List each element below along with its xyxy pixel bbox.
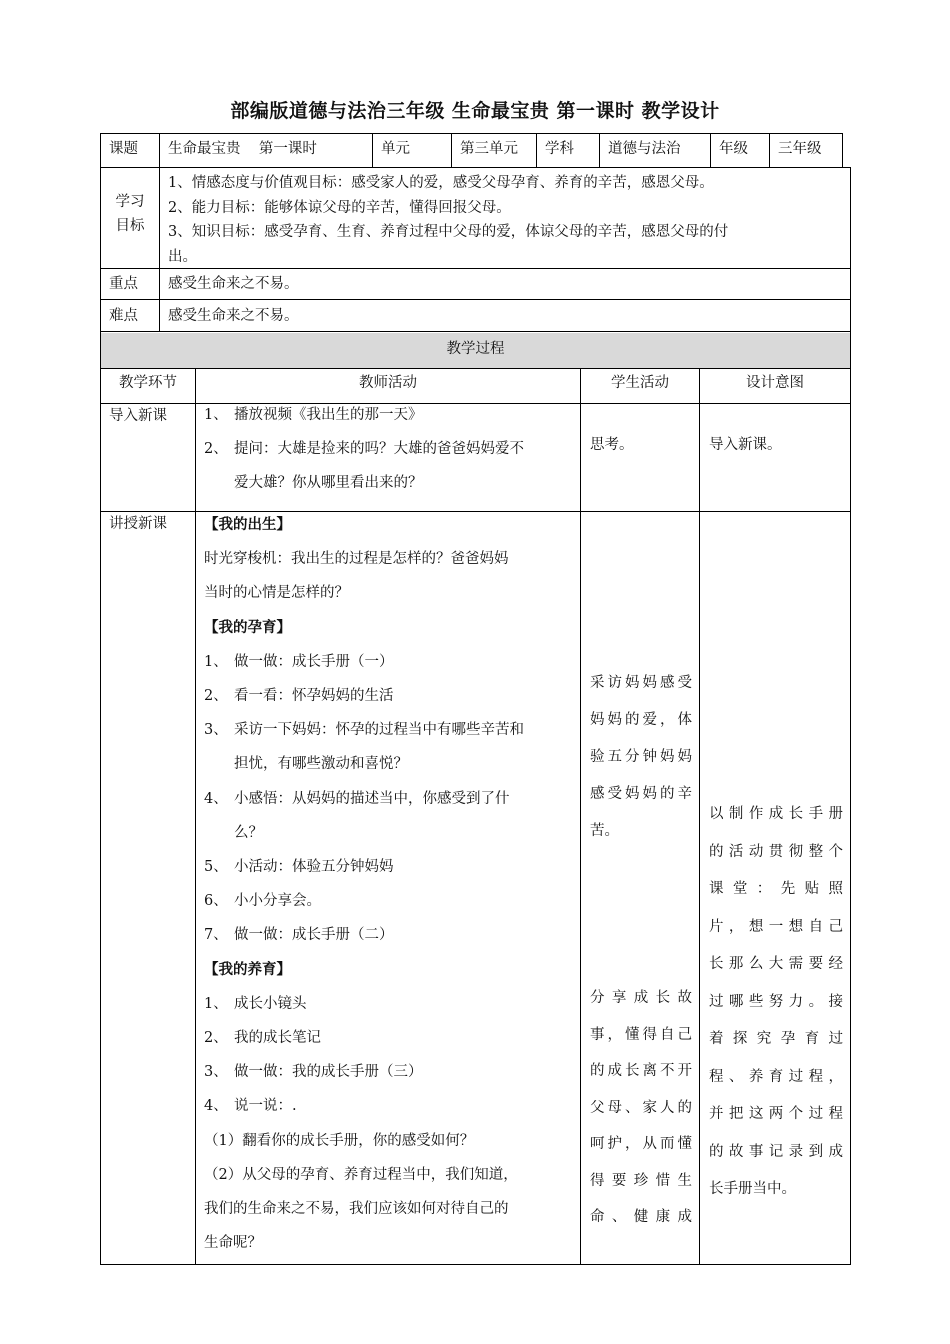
list-item: 3、 采访一下妈妈：怀孕的过程当中有哪些辛苦和 (204, 722, 524, 739)
grade-value: 三年级 (778, 141, 822, 157)
key-point-value: 感受生命来之不易。 (168, 276, 299, 292)
goal-line: 出。 (168, 248, 197, 265)
list-item: 6、 小小分享会。 (204, 893, 321, 910)
lecture-teacher: 【我的出生】 时光穿梭机：我出生的过程是怎样的？爸爸妈妈 当时的心情是怎样的？ 【我的孕育】 1、 做一做：成长手册（一） 2、 看一看：怀孕妈妈的生活 3、 采访一下妈妈：怀孕的过程当中有哪些辛苦和 担忧，有哪些激动和喜悦？ 4、 小感悟：从妈妈的描述当中，你感受到了什 么？ 5、 小活动：体验五分钟妈妈 6、 小小分享会。 7、 做一做：成长手册（二） 【我的养育】 1、 成长小镜头 2、 我的成长笔记 3、 做一做：我的成长手册（三） 4、 说一说：. （1）翻看你的成长手册，你的感受如何？ （2）从父母的孕育、养育过程当中，我们知道， 我们的生命来之不易，我们应该如何对待自己的 生命呢？ (204, 508, 574, 1260)
lecture-student-1: 采访妈妈感受 妈妈的爱，体 验五分钟妈妈 感受妈妈的辛 苦。 (590, 675, 692, 839)
section-heading: 【我的出生】 (204, 516, 291, 533)
list-item: 1、 做一做：成长手册（一） (204, 653, 394, 670)
list-item: 5、 小活动：体验五分钟妈妈 (204, 859, 394, 876)
topic-label: 课题 (109, 141, 138, 157)
list-item: 1、 成长小镜头 (204, 995, 307, 1012)
list-item: 2、 我的成长笔记 (204, 1030, 321, 1047)
goal-line: 3、知识目标：感受孕育、生育、养育过程中父母的爱，体谅父母的辛苦，感恩父母的付 (168, 224, 729, 240)
section-heading: 【我的孕育】 (204, 618, 291, 636)
subject-label: 学科 (545, 141, 574, 157)
goal-line: 2、能力目标：能够体谅父母的辛苦，懂得回报父母。 (168, 199, 511, 216)
list-item: 2、 看一看：怀孕妈妈的生活 (204, 688, 394, 705)
section-heading: 【我的养育】 (204, 960, 291, 978)
goals-content (168, 171, 844, 269)
topic-value: 生命最宝贵 第一课时 (168, 141, 317, 157)
difficulty-value: 感受生命来之不易。 (168, 308, 299, 324)
grade-label: 年级 (719, 141, 748, 157)
goal-line: 1、情感态度与价值观目标：感受家人的爱，感受父母孕育、养育的辛苦，感恩父母。 (168, 175, 714, 191)
document-title: 部编版道德与法治三年级 生命最宝贵 第一课时 教学设计 (230, 100, 720, 122)
col-intent: 设计意图 (746, 375, 804, 391)
list-item: 4、 小感悟：从妈妈的描述当中，你感受到了什 (204, 790, 510, 807)
list-item: 2、 提问：大雄是捡来的吗？大雄的爸爸妈妈爱不 (204, 441, 524, 457)
list-item: 7、 做一做：成长手册（二） (204, 927, 394, 944)
col-student: 学生活动 (611, 375, 669, 391)
subject-value: 道德与法治 (608, 141, 681, 157)
lecture-stage: 讲授新课 (109, 516, 167, 532)
col-teacher: 教师活动 (359, 375, 417, 391)
list-item: 4、 说一说：. (204, 1098, 297, 1115)
list-item: 1、 播放视频《我出生的那一天》 (204, 407, 423, 423)
key-point-label: 重点 (109, 276, 138, 292)
process-title: 教学过程 (446, 341, 505, 357)
col-stage: 教学环节 (119, 375, 177, 391)
intro-student: 思考。 (590, 437, 634, 453)
list-item: 3、 做一做：我的成长手册（三） (204, 1064, 423, 1081)
unit-value: 第三单元 (460, 141, 518, 157)
unit-label: 单元 (381, 141, 410, 157)
goals-label: 学习 目标 (115, 194, 145, 234)
intro-stage: 导入新课 (109, 408, 167, 424)
difficulty-label: 难点 (109, 308, 138, 324)
lecture-student-2: 分享成长故 事，懂得自己 的成长离不开 父母、家人的 呵护，从而懂 得要珍惜生 命、健康成 (590, 990, 692, 1225)
intro-intent: 导入新课。 (709, 437, 782, 453)
intro-teacher: 1、 播放视频《我出生的那一天》 2、 提问：大雄是捡来的吗？大雄的爸爸妈妈爱不 爱大雄？你从哪里看出来的？ (204, 398, 574, 500)
lecture-intent: 以制作成长手册 的活动贯彻整个 课堂：先贴照 片，想一想自己 长那么大需要经 过哪些努力。接 着探究孕育过 程、养育过程， 并把这两个过程 的故事记录到成 长手册当中。 (709, 806, 843, 1197)
